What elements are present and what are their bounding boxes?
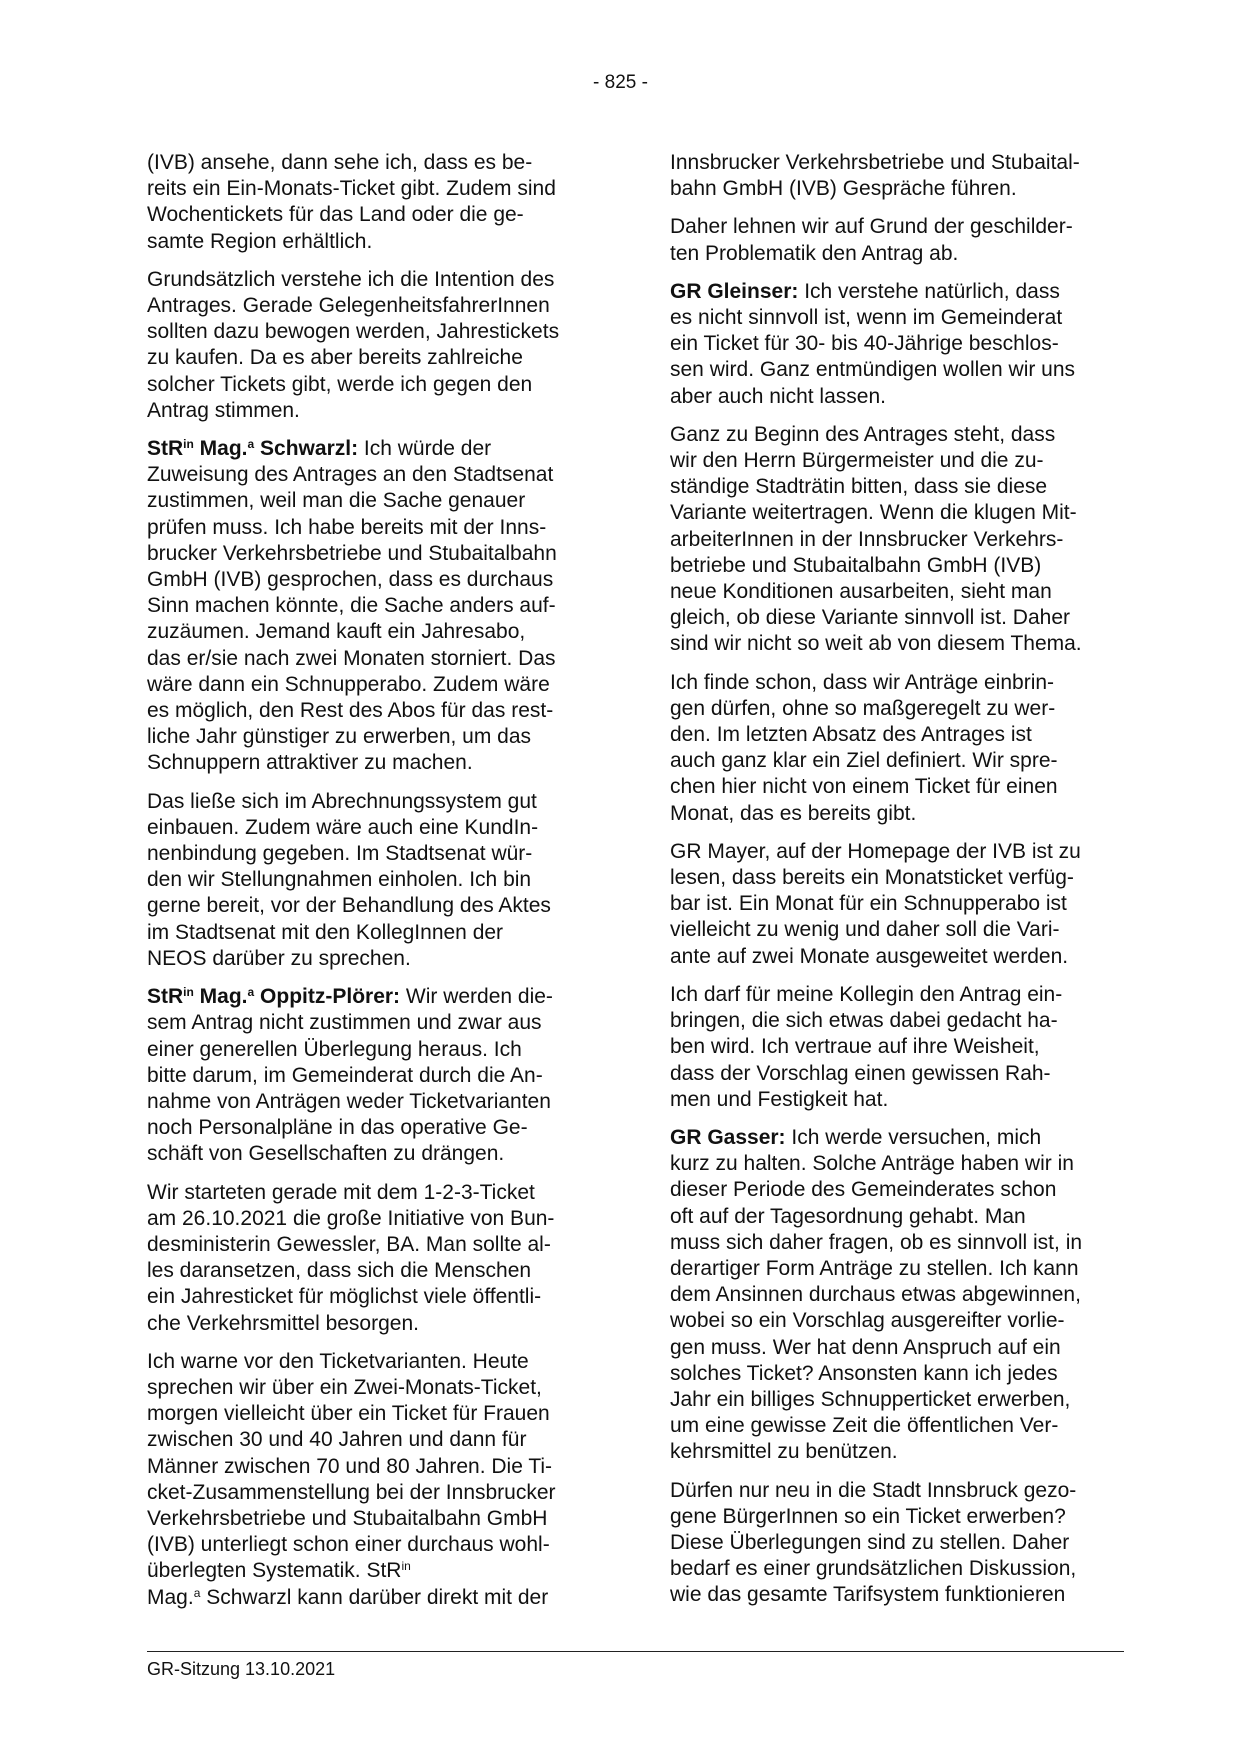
speaker-name: GR Gasser:: [670, 1125, 786, 1149]
paragraph: Ich finde schon, dass wir Anträge einbrin- gen dürfen, ohne so maßgeregelt zu wer- den. Im letzten Absatz des Antrages ist auch ganz klar ein Ziel definiert. Wir spre- chen hier nicht von einem Ticket für einen Monat, das es bereits gibt.: [670, 670, 1058, 825]
right-column: [670, 150, 1122, 1621]
paragraph: StR$^{in}$ Mag.$^a$ Oppitz-Plörer: Wir werden die- sem Antrag nicht zustimmen und zwar aus einer generellen Überlegung heraus. Ich bitte darum, im Gemeinderat durch die An- nahme von Anträgen weder Ticketvarianten noch Personalpläne in das operative Ge- schäft von Gesellschaften zu drängen.: [147, 985, 553, 1166]
speaker-name: GR Gleinser:: [670, 279, 799, 303]
paragraph: GR Gasser: Ich werde versuchen, mich kurz zu halten. Solche Anträge haben wir in dieser Periode des Gemeinderates schon oft auf der Tagesordnung gehabt. Man muss sich daher fragen, ob es sinnvoll ist, in derartiger Form Anträge zu stellen. Ich kann dem Ansinnen durchaus etwas abgewinnen, wobei so ein Vorschlag ausgereifter vorlie- gen muss. Wer hat denn Anspruch auf ein solches Ticket? Ansonsten kann ich jedes Jahr ein billiges Schnupperticket erwerben, um eine gewisse Zeit die öffentlichen Ver- kehrsmittel zu benützen.: [670, 1125, 1083, 1464]
paragraph: StR$^{in}$ Mag.$^a$ Schwarzl: Ich würde der Zuweisung des Antrages an den Stadtsenat zustimmen, weil man die Sache genauer prüfen muss. Ich habe bereits mit der Inns- brucker Verkehrsbetriebe und Stubaitalbahn GmbH (IVB) gesprochen, dass es durchaus Sinn machen könnte, die Sache anders auf- zuzäumen. Jemand kauft ein Jahresabo, das er/sie nach zwei Monaten storniert. Das wäre dann ein Schnupperabo. Zudem wäre es möglich, den Rest des Abos für das rest- liche Jahr günstiger zu erwerben, um das Schnuppern attraktiver zu machen.: [147, 437, 557, 775]
paragraph: (IVB) ansehe, dann sehe ich, dass es be- reits ein Ein-Monats-Ticket gibt. Zudem sind Wochentickets für das Land oder die ge- samte Region erhältlich.: [147, 151, 556, 253]
paragraph: Innsbrucker Verkehrsbetriebe und Stubaital- bahn GmbH (IVB) Gespräche führen.: [670, 151, 1080, 201]
speaker-name: StR$^{in}$ Mag.$^a$ Schwarzl:: [147, 437, 359, 461]
paragraph: Ich warne vor den Ticketvarianten. Heute sprechen wir über ein Zwei-Monats-Ticket, morgen vielleicht über ein Ticket für Frauen zwischen 30 und 40 Jahren und dann für Männer zwischen 70 und 80 Jahren. Die Ti- cket-Zusammenstellung bei der Innsbrucker Verkehrsbetriebe und Stubaitalbahn GmbH (IVB) unterliegt schon einer durchaus wohl- überlegten Systematik. StR$^{in}$ Mag.$^a$ Schwarzl kann darüber direkt mit der: [147, 1349, 556, 1609]
left-column: [147, 150, 599, 1623]
page-number: - 825 -: [593, 72, 648, 93]
paragraph: Grundsätzlich verstehe ich die Intention des Antrages. Gerade GelegenheitsfahrerInnen sollten dazu bewogen werden, Jahrestickets zu kaufen. Da es aber bereits zahlreiche solcher Tickets gibt, werde ich gegen den Antrag stimmen.: [147, 267, 560, 422]
paragraph: Ich darf für meine Kollegin den Antrag ein- bringen, die sich etwas dabei gedacht ha- ben wird. Ich vertraue auf ihre Weisheit, dass der Vorschlag einen gewissen Rah- men und Festigkeit hat.: [670, 982, 1063, 1111]
paragraph: Daher lehnen wir auf Grund der geschilder- ten Problematik den Antrag ab.: [670, 215, 1073, 265]
footer-session-date: GR-Sitzung 13.10.2021: [147, 1659, 336, 1679]
paragraph: Ganz zu Beginn des Antrages steht, dass wir den Herrn Bürgermeister und die zu- ständige Stadträtin bitten, dass sie diese Variante weitertragen. Wenn die klugen Mit- arbeiterInnen in der Innsbrucker Verkehrs- betriebe und Stubaitalbahn GmbH (IVB) neue Konditionen ausarbeiten, sieht man gleich, ob diese Variante sinnvoll ist. Daher sind wir nicht so weit ab von diesem Thema.: [670, 422, 1082, 656]
paragraph: Das ließe sich im Abrechnungssystem gut einbauen. Zudem wäre auch eine KundIn- nenbindung gegeben. Im Stadtsenat wür- den wir Stellungnahmen einholen. Ich bin gerne bereit, vor der Behandlung des Aktes im Stadtsenat mit den KollegInnen der NEOS darüber zu sprechen.: [147, 789, 551, 970]
paragraph: Dürfen nur neu in die Stadt Innsbruck gezo- gene BürgerInnen so ein Ticket erwerben? Diese Überlegungen sind zu stellen. Daher bedarf es einer grundsätzlichen Diskussion, wie das gesamte Tarifsystem funktionieren: [670, 1478, 1077, 1607]
paragraph: Wir starteten gerade mit dem 1-2-3-Ticket am 26.10.2021 die große Initiative von Bun- desministerin Gewessler, BA. Man sollte al- les daransetzen, dass sich die Menschen ein Jahresticket für möglichst viele öffentli- che Verkehrsmittel besorgen.: [147, 1180, 555, 1335]
footer-divider: [147, 1651, 1124, 1652]
speaker-name: StR$^{in}$ Mag.$^a$ Oppitz-Plörer:: [147, 985, 401, 1009]
paragraph: GR Gleinser: Ich verstehe natürlich, dass es nicht sinnvoll ist, wenn im Gemeinderat ein Ticket für 30- bis 40-Jährige beschlos- sen wird. Ganz entmündigen wollen wir uns aber auch nicht lassen.: [670, 279, 1076, 408]
paragraph: GR Mayer, auf der Homepage der IVB ist zu lesen, dass bereits ein Monatsticket verfüg- bar ist. Ein Monat für ein Schnupperabo ist vielleicht zu wenig und daher soll die Vari- ante auf zwei Monate ausgeweitet werden.: [670, 839, 1081, 968]
